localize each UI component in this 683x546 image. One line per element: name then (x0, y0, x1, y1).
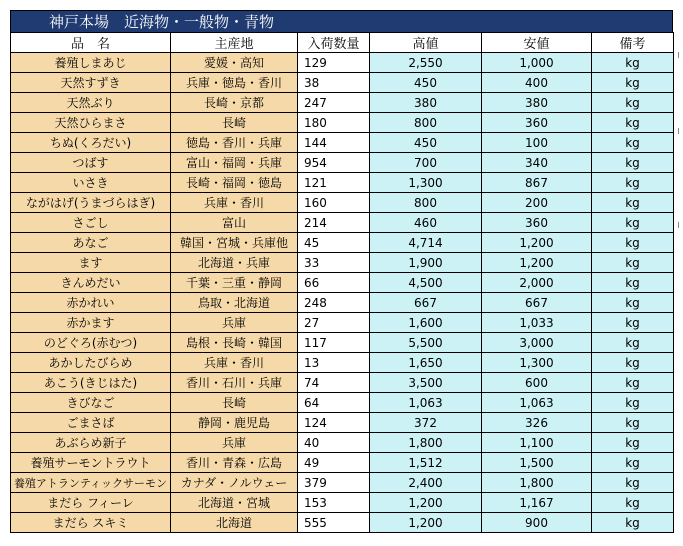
origin-cell: 長崎 (171, 393, 298, 413)
quantity-cell: 214 (298, 213, 370, 233)
unit-cell: kg (592, 113, 674, 133)
origin-cell: 長崎 (171, 113, 298, 133)
low-price-cell: 380 (482, 93, 592, 113)
table-row (11, 293, 674, 313)
quantity-cell: 180 (298, 113, 370, 133)
low-price-cell: 3,000 (482, 333, 592, 353)
table-row (11, 113, 674, 133)
origin-cell: 富山・福岡・兵庫 (171, 153, 298, 173)
quantity-cell: 27 (298, 313, 370, 333)
low-price-cell: 360 (482, 113, 592, 133)
item-name-cell: ごまさば (11, 413, 171, 433)
price-sheet (10, 10, 673, 533)
item-name-cell: 養殖アトランティックサーモン (11, 473, 171, 493)
table-row (11, 173, 674, 193)
item-name-cell: まだら フィーレ (11, 493, 171, 513)
table-row (11, 413, 674, 433)
origin-cell: 韓国・宮城・兵庫他 (171, 233, 298, 253)
high-price-cell: 1,512 (370, 453, 482, 473)
quantity-cell: 144 (298, 133, 370, 153)
quantity-cell: 66 (298, 273, 370, 293)
low-price-cell: 400 (482, 73, 592, 93)
origin-cell: 富山 (171, 213, 298, 233)
edge-mark (678, 222, 679, 228)
table-row (11, 213, 674, 233)
origin-cell: 香川・石川・兵庫 (171, 373, 298, 393)
quantity-cell: 74 (298, 373, 370, 393)
unit-cell: kg (592, 353, 674, 373)
item-name-cell: のどぐろ(赤むつ) (11, 333, 171, 353)
origin-cell: 兵庫・香川 (171, 353, 298, 373)
quantity-cell: 247 (298, 93, 370, 113)
origin-cell: 兵庫 (171, 433, 298, 453)
unit-cell: kg (592, 153, 674, 173)
origin-cell: 千葉・三重・静岡 (171, 273, 298, 293)
item-name-cell: 赤かれい (11, 293, 171, 313)
item-name-cell: 天然ひらまさ (11, 113, 171, 133)
item-name-cell: 養殖しまあじ (11, 53, 171, 73)
low-price-cell: 1,200 (482, 253, 592, 273)
quantity-cell: 954 (298, 153, 370, 173)
table-row (11, 133, 674, 153)
low-price-cell: 900 (482, 513, 592, 533)
table-row (11, 373, 674, 393)
high-price-cell: 1,650 (370, 353, 482, 373)
header-name: 品 名 (11, 33, 171, 53)
sheet-title: 神戸本場 近海物・一般物・青物 (10, 10, 673, 32)
low-price-cell: 326 (482, 413, 592, 433)
high-price-cell: 1,063 (370, 393, 482, 413)
table-row (11, 433, 674, 453)
item-name-cell: 天然すずき (11, 73, 171, 93)
low-price-cell: 1,033 (482, 313, 592, 333)
table-row (11, 313, 674, 333)
origin-cell: 静岡・鹿児島 (171, 413, 298, 433)
high-price-cell: 1,600 (370, 313, 482, 333)
quantity-cell: 248 (298, 293, 370, 313)
table-row (11, 493, 674, 513)
high-price-cell: 1,200 (370, 513, 482, 533)
item-name-cell: あなご (11, 233, 171, 253)
unit-cell: kg (592, 433, 674, 453)
table-row (11, 393, 674, 413)
header-quantity: 入荷数量 (298, 33, 370, 53)
origin-cell: 兵庫・徳島・香川 (171, 73, 298, 93)
origin-cell: 香川・青森・広島 (171, 453, 298, 473)
quantity-cell: 49 (298, 453, 370, 473)
edge-mark (678, 52, 679, 58)
header-low-price: 安値 (482, 33, 592, 53)
header-high-price: 高値 (370, 33, 482, 53)
unit-cell: kg (592, 333, 674, 353)
quantity-cell: 40 (298, 433, 370, 453)
unit-cell: kg (592, 493, 674, 513)
high-price-cell: 1,300 (370, 173, 482, 193)
table-row (11, 93, 674, 113)
item-name-cell: まだら スキミ (11, 513, 171, 533)
quantity-cell: 117 (298, 333, 370, 353)
item-name-cell: 養殖サーモントラウト (11, 453, 171, 473)
header-origin: 主産地 (171, 33, 298, 53)
unit-cell: kg (592, 93, 674, 113)
item-name-cell: さごし (11, 213, 171, 233)
table-row (11, 273, 674, 293)
unit-cell: kg (592, 233, 674, 253)
item-name-cell: いさき (11, 173, 171, 193)
high-price-cell: 800 (370, 113, 482, 133)
quantity-cell: 124 (298, 413, 370, 433)
low-price-cell: 600 (482, 373, 592, 393)
table-row (11, 253, 674, 273)
low-price-cell: 1,800 (482, 473, 592, 493)
table-row (11, 233, 674, 253)
quantity-cell: 555 (298, 513, 370, 533)
header-row (11, 33, 674, 53)
item-name-cell: ちぬ(くろだい) (11, 133, 171, 153)
origin-cell: 兵庫・香川 (171, 193, 298, 213)
origin-cell: 島根・長崎・韓国 (171, 333, 298, 353)
low-price-cell: 360 (482, 213, 592, 233)
unit-cell: kg (592, 293, 674, 313)
item-name-cell: 赤かます (11, 313, 171, 333)
quantity-cell: 45 (298, 233, 370, 253)
high-price-cell: 450 (370, 73, 482, 93)
origin-cell: 愛媛・高知 (171, 53, 298, 73)
high-price-cell: 2,550 (370, 53, 482, 73)
low-price-cell: 1,300 (482, 353, 592, 373)
unit-cell: kg (592, 413, 674, 433)
origin-cell: 鳥取・北海道 (171, 293, 298, 313)
origin-cell: 北海道・兵庫 (171, 253, 298, 273)
quantity-cell: 38 (298, 73, 370, 93)
table-row (11, 73, 674, 93)
table-row (11, 453, 674, 473)
low-price-cell: 667 (482, 293, 592, 313)
quantity-cell: 160 (298, 193, 370, 213)
unit-cell: kg (592, 513, 674, 533)
item-name-cell: きびなご (11, 393, 171, 413)
high-price-cell: 700 (370, 153, 482, 173)
high-price-cell: 5,500 (370, 333, 482, 353)
unit-cell: kg (592, 73, 674, 93)
low-price-cell: 1,100 (482, 433, 592, 453)
high-price-cell: 2,400 (370, 473, 482, 493)
unit-cell: kg (592, 393, 674, 413)
low-price-cell: 1,000 (482, 53, 592, 73)
low-price-cell: 2,000 (482, 273, 592, 293)
item-name-cell: ます (11, 253, 171, 273)
table-row (11, 353, 674, 373)
unit-cell: kg (592, 173, 674, 193)
high-price-cell: 667 (370, 293, 482, 313)
high-price-cell: 1,200 (370, 493, 482, 513)
high-price-cell: 3,500 (370, 373, 482, 393)
item-name-cell: きんめだい (11, 273, 171, 293)
quantity-cell: 33 (298, 253, 370, 273)
quantity-cell: 129 (298, 53, 370, 73)
item-name-cell: 天然ぶり (11, 93, 171, 113)
origin-cell: カナダ・ノルウェー (171, 473, 298, 493)
table-row (11, 513, 674, 533)
unit-cell: kg (592, 193, 674, 213)
low-price-cell: 200 (482, 193, 592, 213)
item-name-cell: つばす (11, 153, 171, 173)
low-price-cell: 1,063 (482, 393, 592, 413)
high-price-cell: 450 (370, 133, 482, 153)
low-price-cell: 340 (482, 153, 592, 173)
table-row (11, 53, 674, 73)
quantity-cell: 379 (298, 473, 370, 493)
unit-cell: kg (592, 453, 674, 473)
table-row (11, 193, 674, 213)
low-price-cell: 867 (482, 173, 592, 193)
table-row (11, 473, 674, 493)
high-price-cell: 380 (370, 93, 482, 113)
low-price-cell: 1,200 (482, 233, 592, 253)
high-price-cell: 4,500 (370, 273, 482, 293)
high-price-cell: 1,800 (370, 433, 482, 453)
high-price-cell: 460 (370, 213, 482, 233)
low-price-cell: 100 (482, 133, 592, 153)
item-name-cell: あかしたびらめ (11, 353, 171, 373)
item-name-cell: あこう(きじはた) (11, 373, 171, 393)
unit-cell: kg (592, 313, 674, 333)
table-row (11, 153, 674, 173)
high-price-cell: 1,900 (370, 253, 482, 273)
origin-cell: 北海道・宮城 (171, 493, 298, 513)
origin-cell: 徳島・香川・兵庫 (171, 133, 298, 153)
high-price-cell: 372 (370, 413, 482, 433)
table-row (11, 333, 674, 353)
origin-cell: 北海道 (171, 513, 298, 533)
unit-cell: kg (592, 213, 674, 233)
high-price-cell: 800 (370, 193, 482, 213)
header-note: 備考 (592, 33, 674, 53)
origin-cell: 長崎・福岡・徳島 (171, 173, 298, 193)
quantity-cell: 153 (298, 493, 370, 513)
unit-cell: kg (592, 273, 674, 293)
low-price-cell: 1,167 (482, 493, 592, 513)
quantity-cell: 64 (298, 393, 370, 413)
unit-cell: kg (592, 133, 674, 153)
unit-cell: kg (592, 373, 674, 393)
quantity-cell: 121 (298, 173, 370, 193)
origin-cell: 長崎・京都 (171, 93, 298, 113)
item-name-cell: あぶらめ新子 (11, 433, 171, 453)
item-name-cell: ながはげ(うまづらはぎ) (11, 193, 171, 213)
origin-cell: 兵庫 (171, 313, 298, 333)
unit-cell: kg (592, 473, 674, 493)
quantity-cell: 13 (298, 353, 370, 373)
high-price-cell: 4,714 (370, 233, 482, 253)
low-price-cell: 1,500 (482, 453, 592, 473)
price-table (10, 32, 674, 533)
unit-cell: kg (592, 53, 674, 73)
edge-mark (678, 128, 679, 134)
unit-cell: kg (592, 253, 674, 273)
